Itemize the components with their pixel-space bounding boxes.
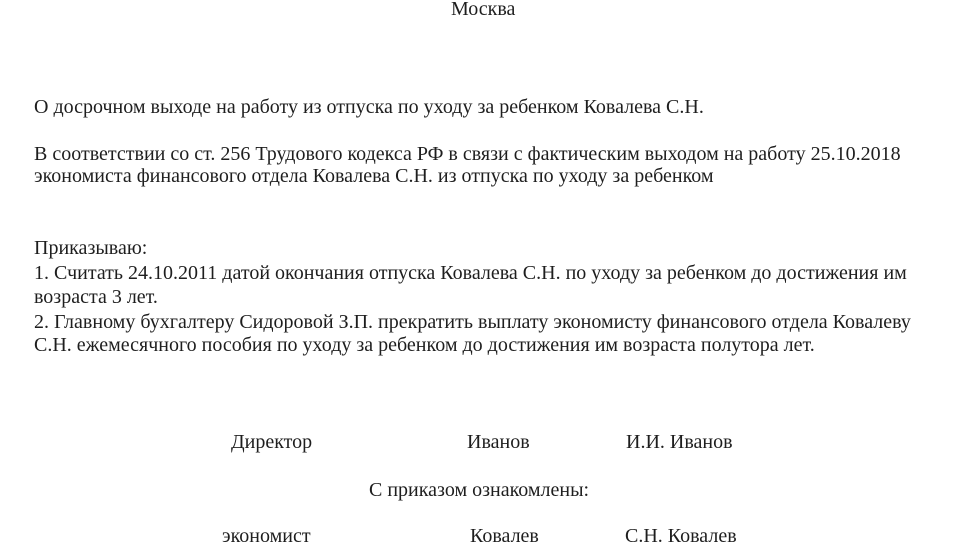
document-subject: О досрочном выходе на работу из отпуска по уходу за ребенком Ковалева С.Н.	[34, 96, 704, 118]
basis-line: В соответствии со ст. 256 Трудового кодекса РФ в связи с фактическим выходом на работу 25.10.2018	[34, 143, 901, 165]
acquainted-signature: Ковалев	[470, 525, 539, 547]
signatory-signature: Иванов	[467, 431, 530, 453]
acquainted-heading: С приказом ознакомлены:	[369, 479, 590, 501]
order-item-line: 1. Считать 24.10.2011 датой окончания отпуска Ковалева С.Н. по уходу за ребенком до достижения им	[34, 262, 907, 284]
order-item-line: 2. Главному бухгалтеру Сидоровой З.П. прекратить выплату экономисту финансового отдела Ковалеву	[34, 311, 911, 333]
acquainted-name: С.Н. Ковалев	[625, 525, 737, 547]
order-item-line: С.Н. ежемесячного пособия по уходу за ребенком до достижения им возраста полутора лет.	[34, 334, 815, 356]
signatory-role: Директор	[231, 431, 313, 453]
document-city: Москва	[451, 0, 516, 20]
acquainted-role: экономист	[222, 525, 311, 547]
order-item-line: возраста 3 лет.	[34, 286, 158, 308]
order-heading: Приказываю:	[34, 237, 148, 259]
basis-line: экономиста финансового отдела Ковалева С.Н. из отпуска по уходу за ребенком	[34, 165, 714, 187]
signatory-name: И.И. Иванов	[626, 431, 733, 453]
